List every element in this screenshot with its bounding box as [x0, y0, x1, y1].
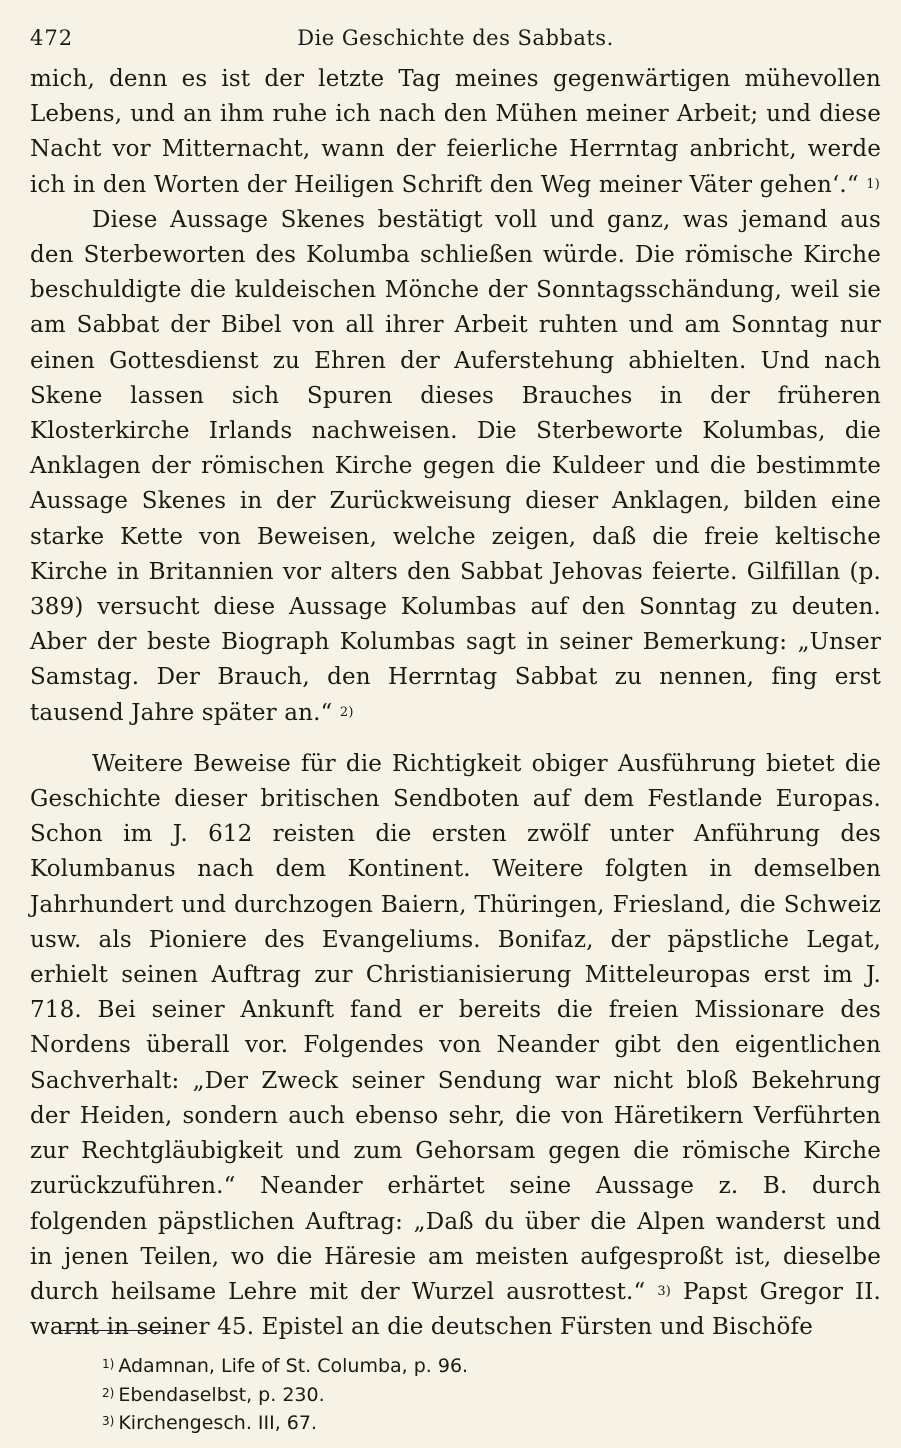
- paragraph: [30, 747, 881, 1345]
- paragraph-continued: [30, 62, 881, 203]
- footnote: [102, 1409, 468, 1438]
- footnote-mark: 1): [102, 1357, 115, 1371]
- paragraph-text: Weitere Beweise für die Richtigkeit obiger Ausführung bietet die Geschichte dieser britischen Sendboten auf dem Festlande Europas. Schon im J. 612 reisten die ersten zwölf unter Anführung des Kolumbanus nach dem Kontinent. Weitere folgten in demselben Jahrhundert und durchzogen Baiern, Thüringen, Friesland, die Schweiz usw. als Pioniere des Evangeliums. Bonifaz, der päpstliche Legat, erhielt seinen Auftrag zur Christianisierung Mitteleuropas erst im J. 718. Bei seiner Ankunft fand er bereits die freien Missionare des Nordens überall vor. Folgendes von Neander gibt den eigentlichen Sachverhalt: „Der Zweck seiner Sendung war nicht bloß Bekehrung der Heiden, sondern auch ebenso sehr, die von Häretikern Verführten zur Rechtgläubigkeit und zum Gehorsam gegen die römische Kirche zurückzuführen.“ Neander erhärtet seine Aussage z. B. durch folgenden päpstlichen Auftrag: „Daß du über die Alpen wanderst und in jenen Teilen, wo die Häresie am meisten aufgesproßt ist, dieselbe durch heilsame Lehre mit der Wurzel ausrottest.“: [30, 750, 881, 1305]
- footnote-ref: 3): [657, 1283, 672, 1299]
- paragraph: [30, 203, 881, 731]
- footnote-mark: 3): [102, 1414, 115, 1428]
- footnote: [102, 1352, 468, 1381]
- paragraph-text: mich, denn es ist der letzte Tag meines gegenwärtigen mühevollen Lebens, und an ihm ruhe ich nach den Mühen meiner Arbeit; und diese Nacht vor Mitternacht, wann der feierliche Herrntag anbricht, werde ich in den Worten der Heiligen Schrift den Weg meiner Väter gehen‘.“: [30, 66, 881, 198]
- footnote: [102, 1381, 468, 1410]
- page-number: 472: [30, 26, 74, 50]
- footnote-text: Ebendaselbst, p. 230.: [118, 1383, 325, 1406]
- body-text: [30, 62, 881, 1345]
- paragraph-text-after: Papst Gregor II. warnt in seiner 45. Epistel an die deutschen Fürsten und Bischöfe: [30, 1278, 881, 1341]
- footnotes: [102, 1352, 468, 1438]
- footnote-ref: 2): [339, 704, 354, 720]
- footnote-ref: 1): [866, 176, 880, 192]
- footnote-text: Kirchengesch. III, 67.: [118, 1412, 318, 1434]
- running-title: Die Geschichte des Sabbats.: [297, 26, 614, 50]
- footnote-mark: 2): [102, 1385, 115, 1400]
- footnote-divider: [60, 1330, 176, 1331]
- footnote-text: Adamnan, Life of St. Columba, p. 96.: [118, 1355, 469, 1377]
- paragraph-text: Diese Aussage Skenes bestätigt voll und ganz, was jemand aus den Sterbeworten des Kolumba schließen würde. Die römische Kirche beschuldigte die kuldeischen Mönche der Sonntagsschändung, weil sie am Sabbat der Bibel von all ihrer Arbeit ruhten und am Sonntag nur einen Gottesdienst zu Ehren der Auferstehung abhielten. Und nach Skene lassen sich Spuren dieses Brauches in der früheren Klosterkirche Irlands nachweisen. Die Sterbeworte Kolumbas, die Anklagen der römischen Kirche gegen die Kuldeer und die bestimmte Aussage Skenes in der Zurückweisung dieser Anklagen, bilden eine starke Kette von Beweisen, welche zeigen, daß die freie keltische Kirche in Britannien vor alters den Sabbat Jehovas feierte. Gilfillan (p. 389) versucht diese Aussage Kolumbas auf den Sonntag zu deuten. Aber der beste Biograph Kolumbas sagt in seiner Bemerkung: „Unser Samstag. Der Brauch, den Herrntag Sabbat zu nennen, fing erst tausend Jahre später an.“: [30, 206, 881, 726]
- page-header: [30, 22, 881, 62]
